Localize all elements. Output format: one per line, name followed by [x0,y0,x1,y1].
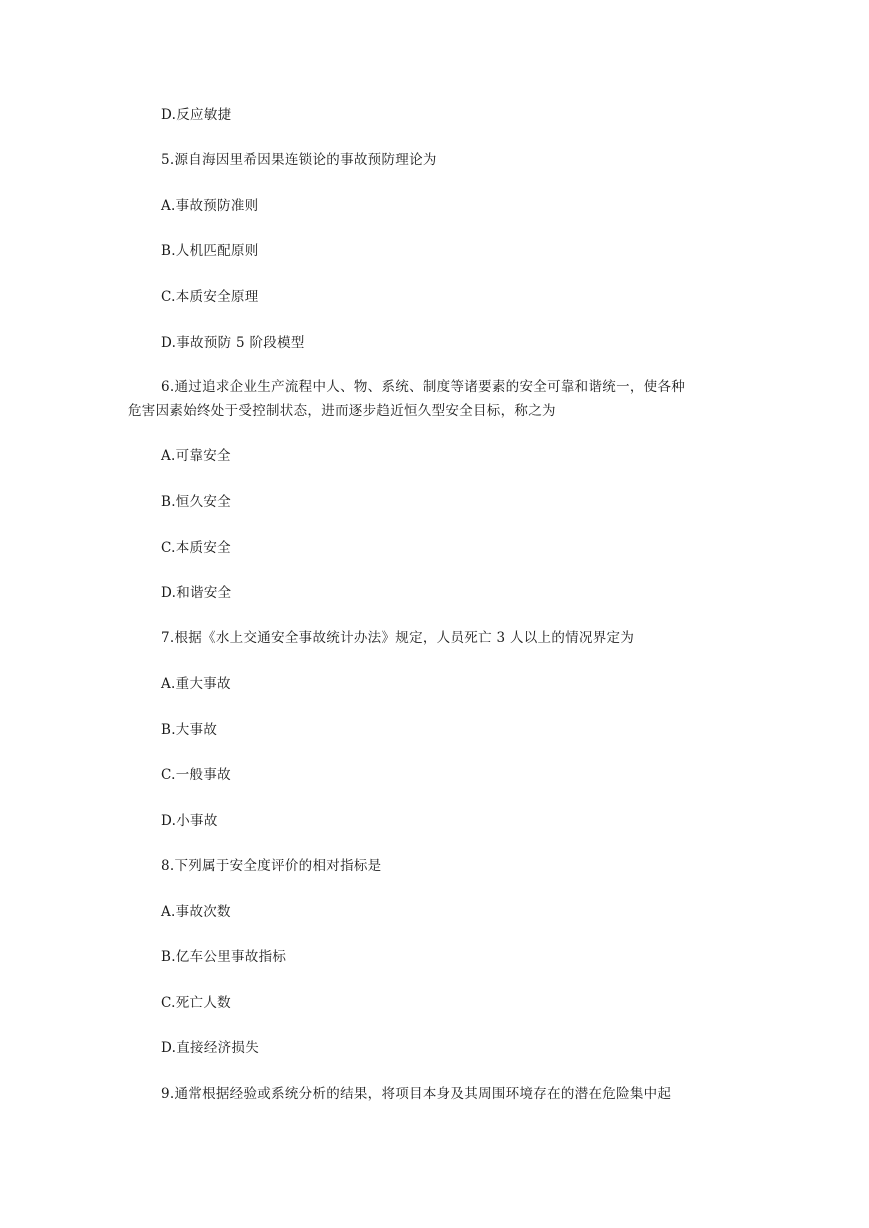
option-8a: A.事故次数 [161,904,231,920]
option-6a: A.可靠安全 [161,448,231,464]
option-7b: B.大事故 [161,722,218,738]
option-5c: C.本质安全原理 [161,289,259,305]
question-8: 8.下列属于安全度评价的相对指标是 [161,858,382,874]
option-6b: B.恒久安全 [161,494,232,510]
option-4d: D.反应敏捷 [161,107,232,123]
option-6c: C.本质安全 [161,540,231,556]
question-6-line-1: 6.通过追求企业生产流程中人、物、系统、制度等诸要素的安全可靠和谐统一，使各种 [161,379,686,395]
option-5a: A.事故预防准则 [161,198,259,214]
option-8c: C.死亡人数 [161,995,231,1011]
option-7a: A.重大事故 [161,676,231,692]
option-7d: D.小事故 [161,813,218,829]
option-6d: D.和谐安全 [161,585,232,601]
option-8b: B.亿车公里事故指标 [161,949,287,965]
question-7: 7.根据《水上交通安全事故统计办法》规定，人员死亡 3 人以上的情况界定为 [161,630,635,646]
question-9-line-1: 9.通常根据经验或系统分析的结果，将项目本身及其周围环境存在的潜在危险集中起 [161,1086,672,1102]
option-5b: B.人机匹配原则 [161,243,259,259]
question-5: 5.源自海因里希因果连锁论的事故预防理论为 [161,152,437,168]
question-6-line-2: 危害因素始终处于受控制状态，进而逐步趋近恒久型安全目标，称之为 [128,403,556,419]
option-7c: C.一般事故 [161,767,231,783]
option-5d: D.事故预防 5 阶段模型 [161,335,305,351]
option-8d: D.直接经济损失 [161,1040,260,1056]
